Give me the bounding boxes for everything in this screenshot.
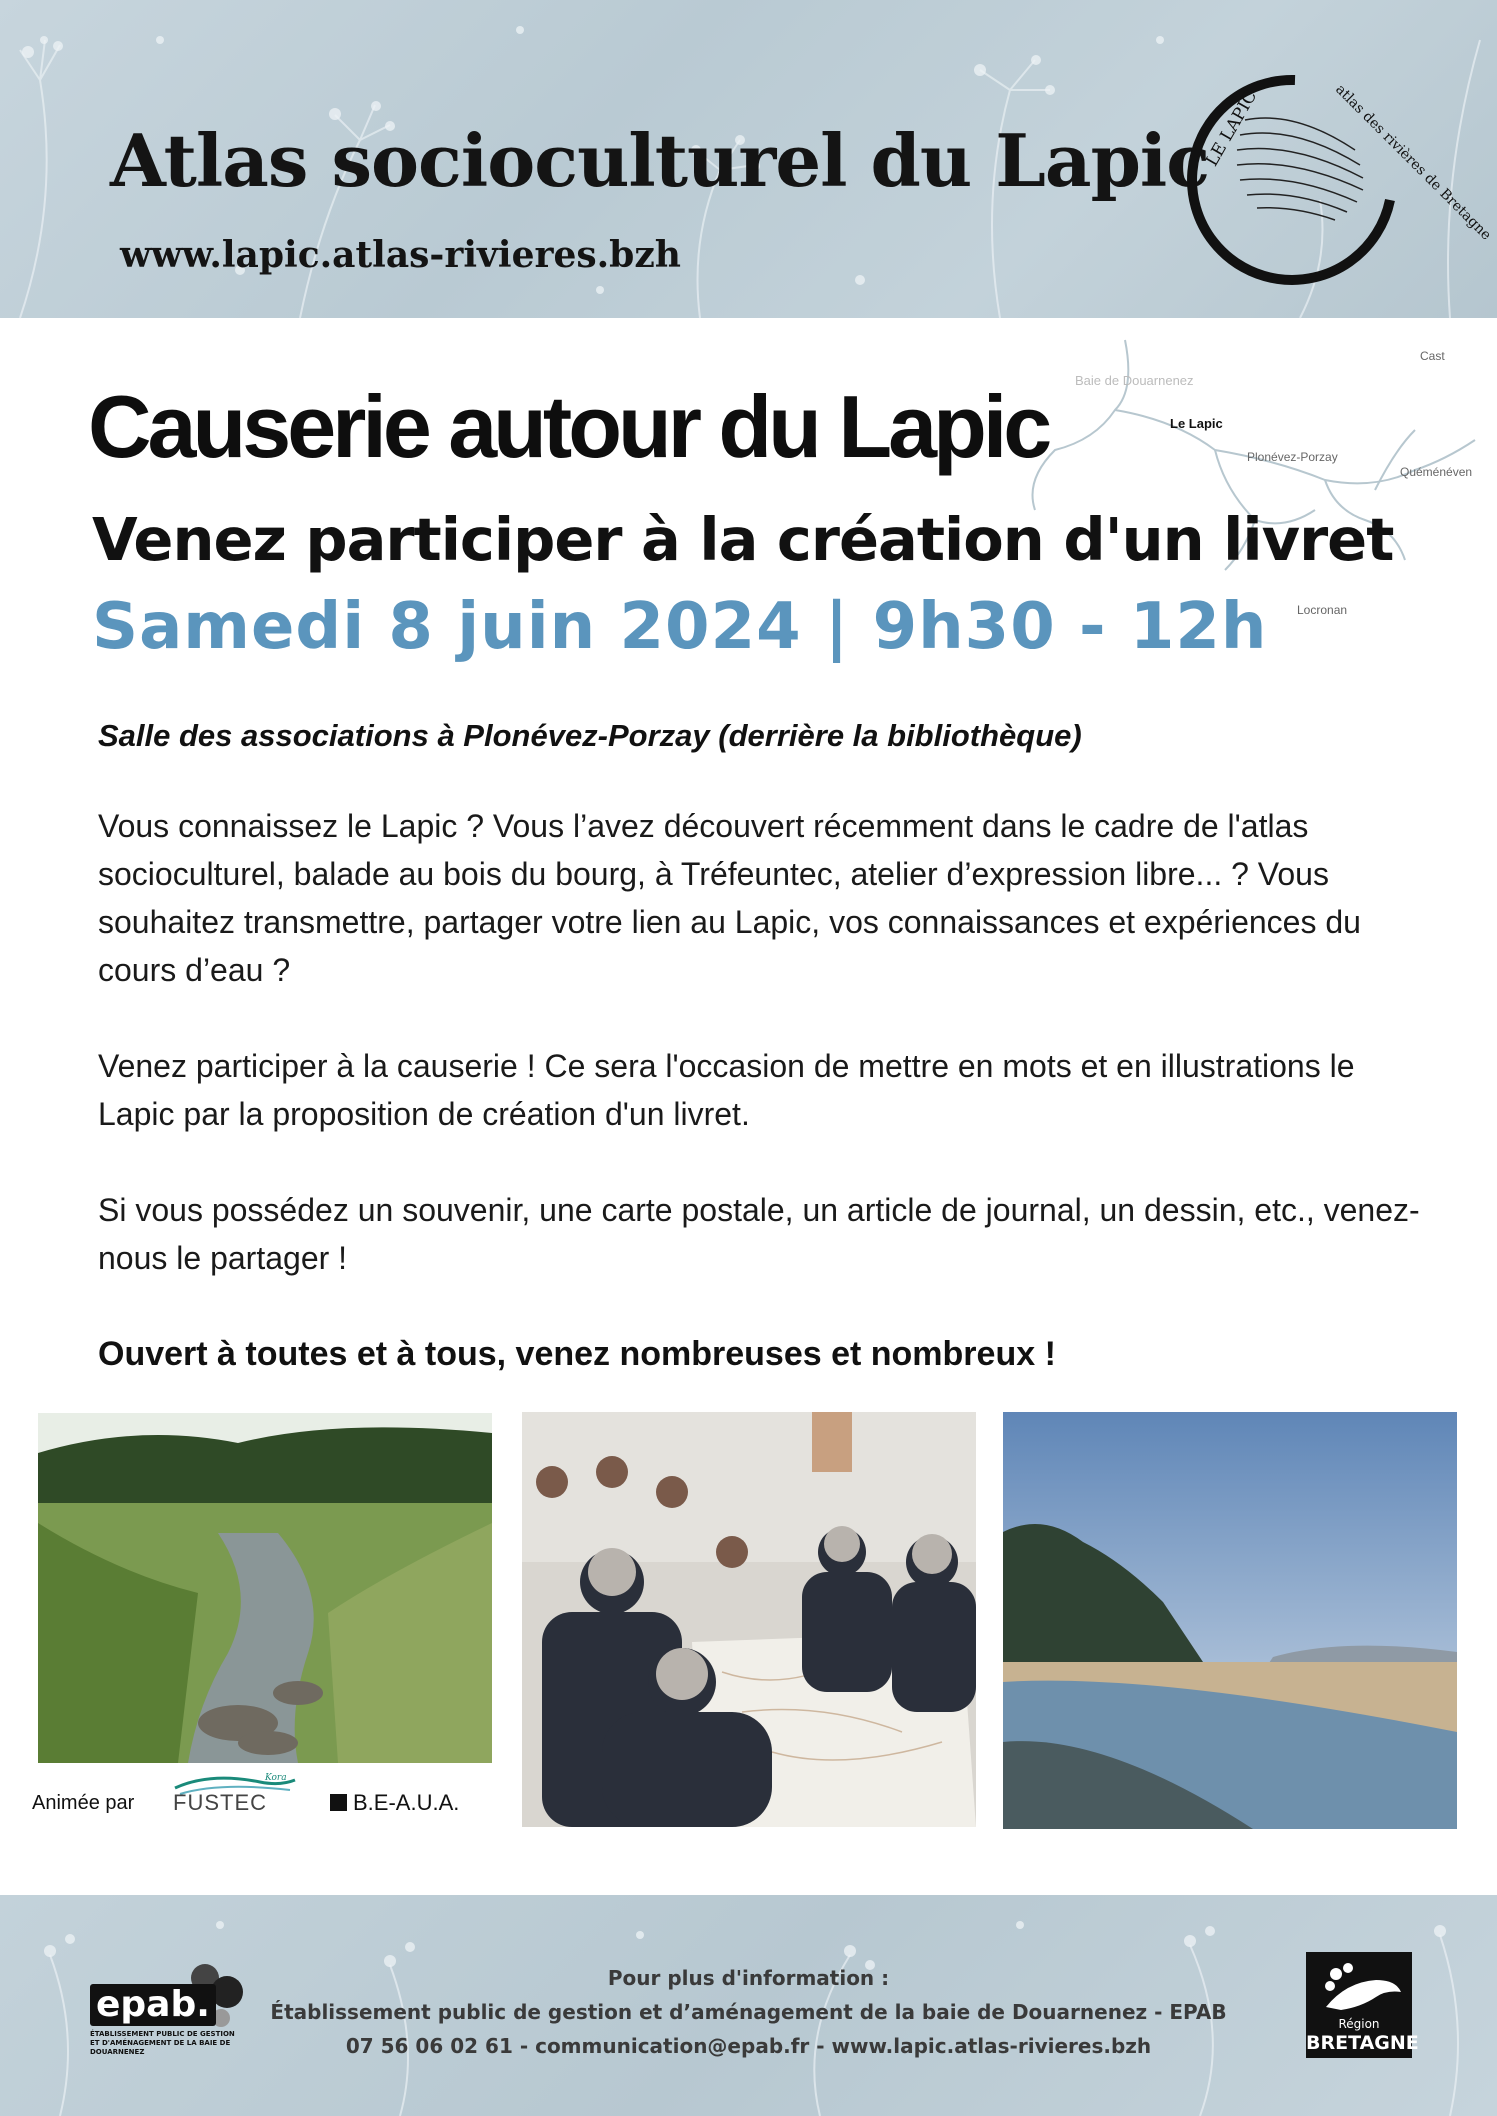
map-label-quemeneven: Quéménéven — [1400, 465, 1473, 479]
workshop-photo — [522, 1412, 976, 1827]
event-venue: Salle des associations à Plonévez-Porzay (derrière la bibliothèque) — [98, 718, 1082, 753]
map-label-baie: Baie de Douarnenez — [1075, 373, 1194, 388]
event-subtitle: Venez participer à la création d'un livret — [92, 505, 1394, 574]
event-tagline: Ouvert à toutes et à tous, venez nombreuses et nombreux ! — [98, 1335, 1056, 1373]
animated-by-label: Animée par — [32, 1792, 135, 1814]
region-label-big: BRETAGNE — [1306, 2032, 1419, 2054]
epab-caption: ÉTABLISSEMENT PUBLIC DE GESTION ET D'AMÉNAGEMENT DE LA BAIE DE DOUARNENEZ — [90, 2030, 235, 2056]
map-label-lapic: Le Lapic — [1170, 416, 1223, 431]
map-label-locronan: Locronan — [1297, 603, 1348, 617]
ermine-icon — [1306, 1952, 1412, 2022]
map-label-plonevez: Plonévez-Porzay — [1247, 450, 1338, 464]
info-heading: Pour plus d'information : — [607, 1966, 890, 1990]
stream-photo — [38, 1413, 492, 1763]
event-date: Samedi 8 juin 2024 | 9h30 - 12h — [92, 590, 1268, 664]
location-map — [995, 330, 1495, 630]
event-title: Causerie autour du Lapic — [88, 377, 1049, 476]
paragraph-intro: Vous connaissez le Lapic ? Vous l’avez découvert récemment dans le cadre de l'atlas socioculturel, balade au bois du bourg, à Tréfeuntec, atelier d’expression libre... ? Vous souhaitez transmettre, partager votre lien au Lapic, vos connaissances et expériences du cours d’eau ? — [98, 808, 1361, 988]
info-contact[interactable]: 07 56 06 02 61 - communication@epab.fr - www.lapic.atlas-rivieres.bzh — [345, 2034, 1152, 2058]
beaua-square-icon — [330, 1794, 347, 1811]
beach-photo — [1003, 1412, 1457, 1829]
paragraph-invitation: Venez participer à la causerie ! Ce sera l'occasion de mettre en mots et en illustrations le Lapic par la proposition de création d'un livret. — [98, 1048, 1355, 1132]
fustec-label: FUSTEC — [173, 1790, 267, 1815]
info-organization: Établissement public de gestion et d’aménagement de la baie de Douarnenez - EPAB — [270, 2000, 1227, 2024]
beaua-label: B.E-A.U.A. — [353, 1790, 460, 1815]
lapic-atlas-logo — [1185, 50, 1495, 280]
region-label-small: Région — [1338, 2017, 1380, 2031]
site-title: Atlas socioculturel du Lapic — [110, 118, 1210, 203]
site-url[interactable]: www.lapic.atlas-rivieres.bzh — [120, 234, 681, 276]
fustec-script: Kora — [265, 1773, 287, 1783]
paragraph-share: Si vous possédez un souvenir, une carte postale, un article de journal, un dessin, etc., venez-nous le partager ! — [98, 1192, 1420, 1276]
logo-text-right: atlas des rivières de Bretagne — [1332, 81, 1495, 244]
map-label-cast: Cast — [1420, 349, 1445, 363]
epab-wordmark: epab. — [90, 1984, 216, 2026]
logo-text-left: LE LAPIC — [1202, 87, 1262, 170]
